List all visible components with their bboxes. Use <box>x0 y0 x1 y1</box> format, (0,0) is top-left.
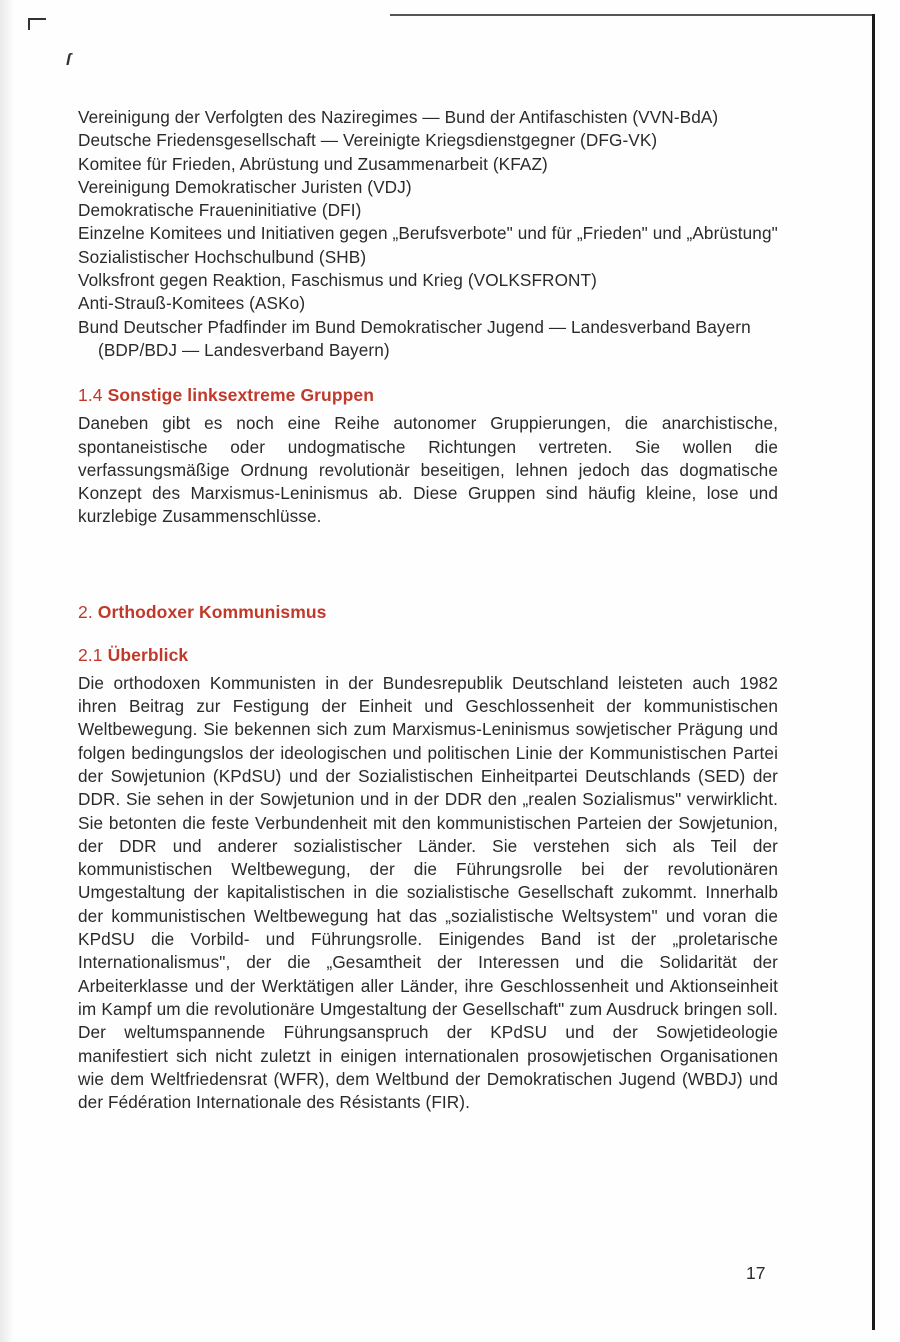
organization-list <box>78 106 778 362</box>
crop-mark <box>28 18 46 20</box>
section-paragraph: Die orthodoxen Kommunisten in der Bundesrepublik Deutschland leisteten auch 1982 ihren Beitrag zur Festigung der Einheit und Geschlossenheit der kommunistischen Weltbewegung. Sie bekennen sich zum Marxismus-Leninismus sowjetischer Prägung und folgen bedingungslos der ideologischen und politischen Linie der Kommunistischen Partei der Sowjetunion (KPdSU) und der Sozialistischen Einheitpartei Deutschlands (SED) der DDR. Sie sehen in der Sowjetunion und in der DDR den „realen Sozialismus" verwirklicht. Sie betonten die feste Verbundenheit mit den kommunistischen Parteien der Sowjetunion, der DDR und anderer sozialistischer Länder. Sie verstehen sich als Teil der kommunistischen Weltbewegung, der die Führungsrolle bei der revolutionären Umgestaltung der kapitalistischen in die sozialistische Gesellschaft zukommt. Innerhalb der kommunistischen Weltbewegung hat das „sozialistische Weltsystem" und voran die KPdSU die Vorbild- und Führungsrolle. Einigendes Band ist der „proletarische Internationalismus", der die „Gesamtheit der Interessen und die Solidarität der Arbeiterklasse und der Werktätigen aller Länder, ihre Geschlossenheit und Aktionseinheit im Kampf um die revolutionäre Umgestaltung der Gesellschaft" zum Ausdruck bringen soll. Der weltumspannende Führungsanspruch der KPdSU und der Sowjetideologie manifestiert sich nicht zuletzt in einigen internationalen prosowjetischen Organisationen wie dem Weltfriedensrat (WFR), dem Weltbund der Demokratischen Jugend (WBDJ) und der Fédération Internationale des Résistants (FIR). <box>78 672 778 1113</box>
list-item: Komitee für Frieden, Abrüstung und Zusammenarbeit (KFAZ) <box>78 153 548 174</box>
list-item: Einzelne Komitees und Initiativen gegen „Berufsverbote" und für „Frieden" und „Abrüstung" <box>78 223 778 244</box>
page-edge-shadow <box>0 0 14 1342</box>
page-content <box>78 106 778 1114</box>
list-item: Vereinigung Demokratischer Juristen (VDJ) <box>78 176 412 197</box>
section-title: Sonstige linksextreme Gruppen <box>107 385 375 406</box>
section-heading-1-4 <box>78 384 778 407</box>
section-heading-2-1 <box>78 644 778 667</box>
section-number: 2. <box>78 601 93 622</box>
list-item: Demokratische Fraueninitiative (DFI) <box>78 200 362 221</box>
list-item: Deutsche Friedensgesellschaft — Vereinigte Kriegsdienstgegner (DFG-VK) <box>78 130 658 151</box>
section-title: Überblick <box>107 644 189 665</box>
section-title: Orthodoxer Kommunismus <box>97 601 327 622</box>
top-rule <box>390 14 872 16</box>
page-number: 17 <box>746 1263 766 1283</box>
list-item: Anti-Strauß-Komitees (ASKo) <box>78 293 306 314</box>
section-number: 2.1 <box>78 644 103 665</box>
right-rule <box>872 14 875 1330</box>
ink-mark: ſ <box>66 50 71 69</box>
section-paragraph: Daneben gibt es noch eine Reihe autonomer Gruppierungen, die anarchistische, spontaneistische oder undogmatische Richtungen vertreten. Sie wollen die verfassungsmäßige Ordnung revolutionär beseitigen, lehnen jedoch das dogmatische Konzept des Marxismus-Leninismus ab. Diese Gruppen sind häufig kleine, lose und kurzlebige Zusammenschlüsse. <box>78 413 778 527</box>
list-item: Bund Deutscher Pfadfinder im Bund Demokratischer Jugend — Landesverband Bayern (BDP/BDJ — Landesverband Bayern) <box>78 316 751 360</box>
section-number: 1.4 <box>78 385 103 406</box>
list-item: Sozialistischer Hochschulbund (SHB) <box>78 246 367 267</box>
list-item: Vereinigung der Verfolgten des Naziregimes — Bund der Antifaschisten (VVN-BdA) <box>78 107 719 127</box>
section-heading-2 <box>78 601 778 624</box>
list-item: Volksfront gegen Reaktion, Faschismus und Krieg (VOLKSFRONT) <box>78 270 597 291</box>
